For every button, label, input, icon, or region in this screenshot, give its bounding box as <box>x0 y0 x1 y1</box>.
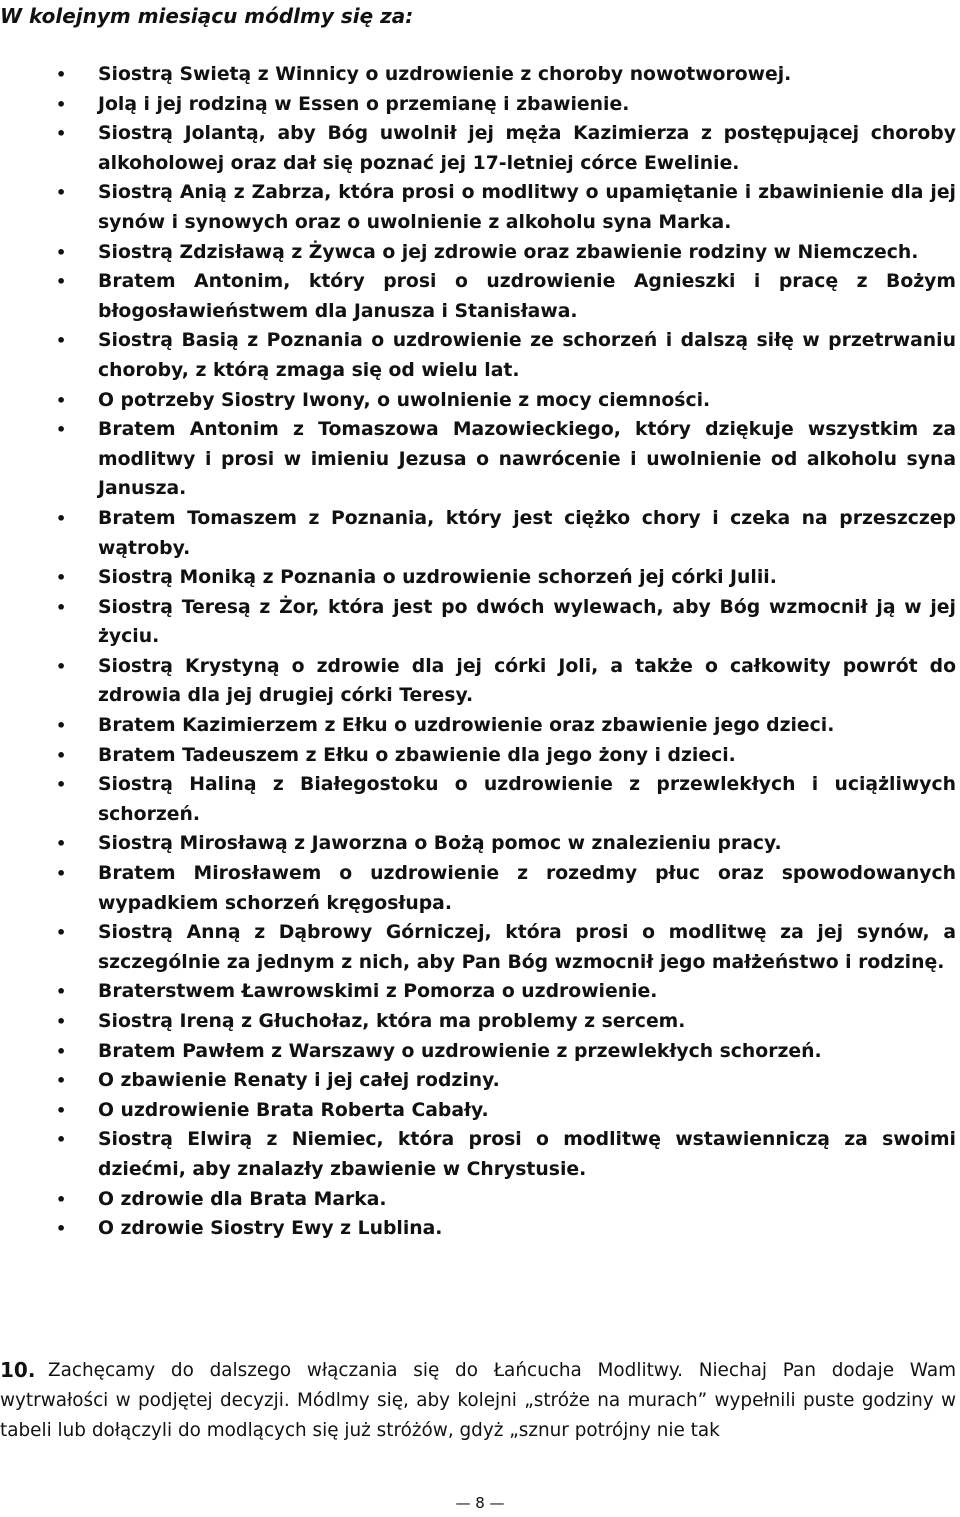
prayer-list-item <box>56 593 956 652</box>
prayer-item-text: Bratem Pawłem z Warszawy o uzdrowienie z przewlekłych schorzeń. <box>98 1040 822 1062</box>
prayer-item-text: O zdrowie dla Brata Marka. <box>98 1188 387 1210</box>
prayer-item-text: Siostrą Jolantą, aby Bóg uwolnił jej męża Kazimierza z postępującej choroby alkoholowej oraz dał się poznać jej 17-letniej córce Ewelinie. <box>98 123 956 174</box>
bullet-icon: • <box>56 390 67 410</box>
bullet-icon: • <box>56 1071 67 1091</box>
prayer-item-text: O potrzeby Siostry Iwony, o uwolnienie z mocy ciemności. <box>98 389 711 411</box>
prayer-item-text: O zbawienie Renaty i jej całej rodziny. <box>98 1070 500 1092</box>
prayer-list-item <box>56 178 956 237</box>
prayer-item-text: Siostrą Anią z Zabrza, która prosi o modlitwy o upamiętanie i zbawinienie dla jej synów i synowych oraz o uwolnienie z alkoholu syna Marka. <box>98 182 956 233</box>
prayer-list <box>56 60 956 1244</box>
prayer-list-item <box>56 415 956 504</box>
bullet-icon: • <box>56 183 67 203</box>
prayer-list-item <box>56 711 956 741</box>
prayer-item-text: O uzdrowienie Brata Roberta Cabały. <box>98 1099 489 1121</box>
prayer-list-item <box>56 119 956 178</box>
prayer-list-item <box>56 504 956 563</box>
prayer-list-item <box>56 1214 956 1244</box>
bullet-icon: • <box>56 864 67 884</box>
prayer-list-item <box>56 238 956 268</box>
bullet-icon: • <box>56 124 67 144</box>
bullet-icon: • <box>56 242 67 262</box>
prayer-list-item <box>56 829 956 859</box>
bullet-icon: • <box>56 982 67 1002</box>
prayer-item-text: Bratem Mirosławem o uzdrowienie z rozedmy płuc oraz spowodowanych wypadkiem schorzeń kręgosłupa. <box>98 863 956 914</box>
prayer-item-text: Siostrą Zdzisławą z Żywca o jej zdrowie oraz zbawienie rodziny w Niemczech. <box>98 241 919 263</box>
prayer-item-text: Siostrą Krystyną o zdrowie dla jej córki Joli, a także o całkowity powrót do zdrowia dla jej drugiej córki Teresy. <box>98 655 956 707</box>
paragraph-text: Zachęcamy do dalszego włączania się do Łańcucha Modlitwy. Niechaj Pan dodaje Wam wytrwałości w podjętej decyzji. Módlmy się, aby kolejni „stróże na murach” wypełnili puste godziny w tabeli lub dołączyli do modlących się już stróżów, gdyż „sznur potrójny nie tak <box>0 1360 956 1441</box>
prayer-list-item <box>56 90 956 120</box>
bullet-icon: • <box>56 1130 67 1150</box>
bullet-icon: • <box>56 420 67 440</box>
bullet-icon: • <box>56 923 67 943</box>
prayer-item-text: Siostrą Teresą z Żor, która jest po dwóch wylewach, aby Bóg wzmocnił ją w jej życiu. <box>98 596 956 648</box>
prayer-item-text: Siostrą Basią z Poznania o uzdrowienie ze schorzeń i dalszą siłę w przetrwaniu choroby, z którą zmaga się od wielu lat. <box>98 330 956 381</box>
bullet-icon: • <box>56 94 67 114</box>
bullet-icon: • <box>56 656 67 676</box>
prayer-item-text: Jolą i jej rodziną w Essen o przemianę i zbawienie. <box>98 93 630 115</box>
prayer-item-text: Siostrą Swietą z Winnicy o uzdrowienie z choroby nowotworowej. <box>98 64 792 85</box>
bullet-icon: • <box>56 775 67 795</box>
prayer-list-item <box>56 1007 956 1037</box>
bullet-icon: • <box>56 1219 67 1239</box>
prayer-list-item <box>56 386 956 416</box>
bullet-icon: • <box>56 65 67 84</box>
prayer-list-item <box>56 1096 956 1126</box>
prayer-list-item <box>56 741 956 771</box>
prayer-list-item <box>56 1125 956 1184</box>
bullet-icon: • <box>56 716 67 736</box>
prayer-list-item <box>56 770 956 829</box>
prayer-item-text: O zdrowie Siostry Ewy z Lublina. <box>98 1218 443 1240</box>
page-number: — 8 — <box>455 1494 505 1512</box>
numbered-paragraph <box>0 1356 956 1445</box>
bullet-icon: • <box>56 597 67 617</box>
prayer-list-item <box>56 1037 956 1067</box>
prayer-list-item <box>56 267 956 326</box>
bullet-icon: • <box>56 1012 67 1031</box>
prayer-list-item <box>56 563 956 593</box>
prayer-list-item <box>56 1185 956 1215</box>
section-heading: W kolejnym miesiącu módlmy się za: <box>0 4 414 28</box>
prayer-item-text: Bratem Antonim z Tomaszowa Mazowieckiego, który dziękuje wszystkim za modlitwy i prosi w imieniu Jezusa o nawrócenie i uwolnienie od alkoholu syna Janusza. <box>98 419 956 500</box>
bullet-icon: • <box>56 745 67 765</box>
prayer-item-text: Bratem Antonim, który prosi o uzdrowienie Agnieszki i pracę z Bożym błogosławieństwem dla Janusza i Stanisława. <box>98 271 956 322</box>
prayer-item-text: Bratem Tadeuszem z Ełku o zbawienie dla jego żony i dzieci. <box>98 744 736 766</box>
prayer-item-text: Bratem Kazimierzem z Ełku o uzdrowienie oraz zbawienie jego dzieci. <box>98 715 835 737</box>
prayer-item-text: Siostrą Haliną z Białegostoku o uzdrowienie z przewlekłych i uciążliwych schorzeń. <box>98 774 956 825</box>
prayer-list-item <box>56 60 956 90</box>
bullet-icon: • <box>56 508 67 528</box>
bullet-icon: • <box>56 568 67 588</box>
prayer-list-item <box>56 652 956 711</box>
bullet-icon: • <box>56 1100 67 1120</box>
prayer-item-text: Bratem Tomaszem z Poznania, który jest ciężko chory i czeka na przeszczep wątroby. <box>98 507 956 559</box>
bullet-icon: • <box>56 1041 67 1061</box>
bullet-icon: • <box>56 272 67 292</box>
prayer-item-text: Siostrą Mirosławą z Jaworzna o Bożą pomoc w znalezieniu pracy. <box>98 833 782 855</box>
prayer-item-text: Siostrą Anną z Dąbrowy Górniczej, która prosi o modlitwę za jej synów, a szczególnie za jednym z nich, aby Pan Bóg wzmocnił jego małżeństwo i rodzinę. <box>98 922 956 973</box>
prayer-item-text: Siostrą Ireną z Głuchołaz, która ma problemy z sercem. <box>98 1011 686 1032</box>
prayer-item-text: Braterstwem Ławrowskimi z Pomorza o uzdrowienie. <box>98 981 658 1003</box>
prayer-item-text: Siostrą Elwirą z Niemiec, która prosi o modlitwę wstawienniczą za swoimi dziećmi, aby znalazły zbawienie w Chrystusie. <box>98 1129 956 1180</box>
paragraph-number: 10. <box>0 1358 36 1382</box>
bullet-icon: • <box>56 331 67 351</box>
bullet-icon: • <box>56 834 67 854</box>
prayer-item-text: Siostrą Moniką z Poznania o uzdrowienie schorzeń jej córki Julii. <box>98 567 777 589</box>
prayer-list-item <box>56 918 956 977</box>
bullet-icon: • <box>56 1189 67 1209</box>
prayer-list-item <box>56 977 956 1007</box>
prayer-list-item <box>56 859 956 918</box>
prayer-list-item <box>56 326 956 385</box>
prayer-list-item <box>56 1066 956 1096</box>
